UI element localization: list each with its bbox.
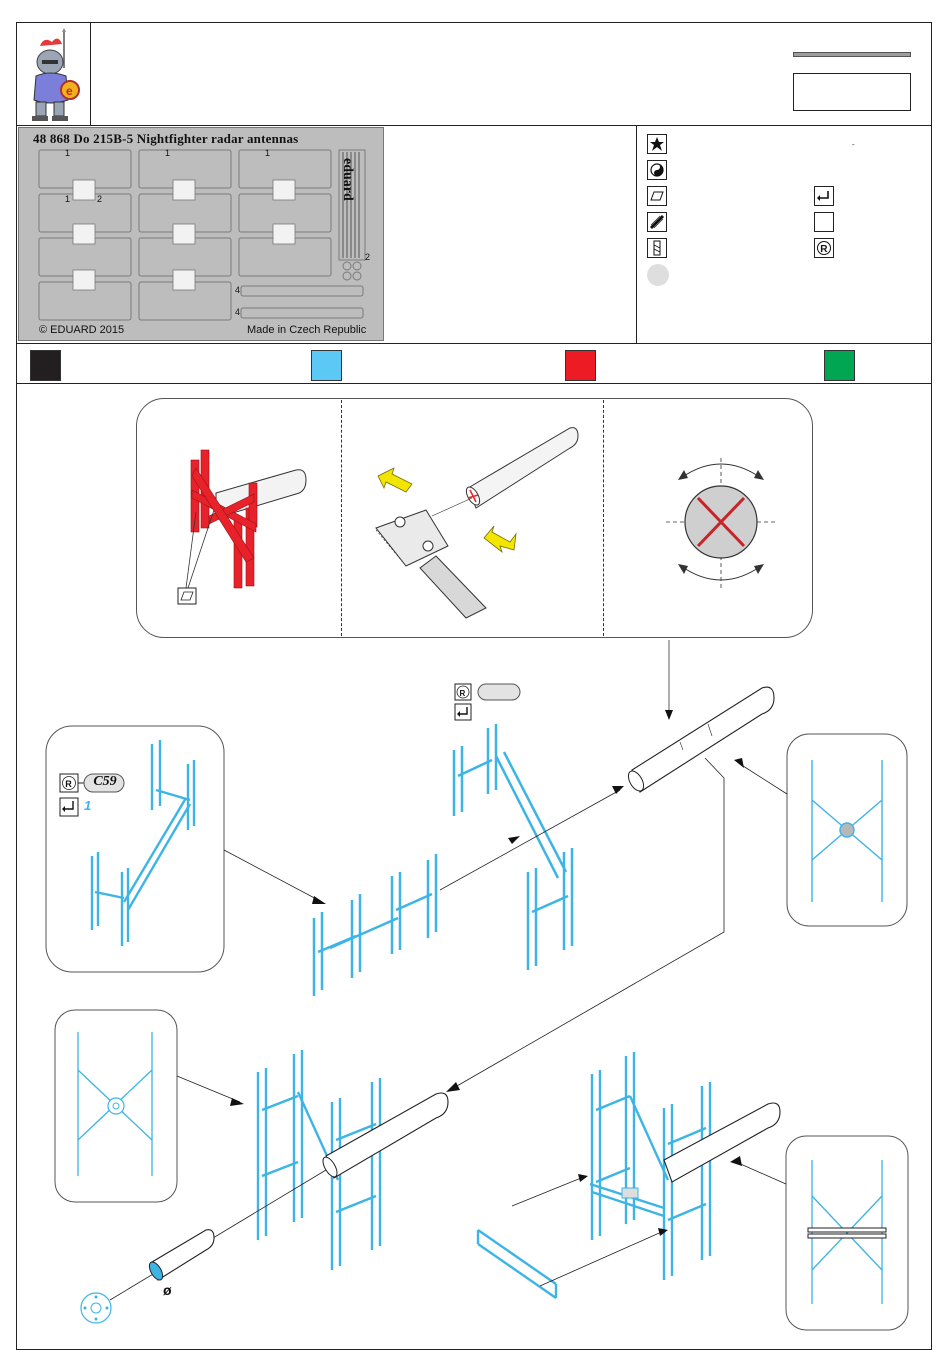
fret-divider bbox=[16, 343, 932, 344]
fret-part-number-4b: 4 bbox=[235, 307, 241, 317]
tube-callout-tags bbox=[455, 684, 520, 720]
fret-part-number-1d: 1 bbox=[65, 194, 71, 204]
saw-cut-diagram bbox=[376, 428, 578, 618]
pe-part-icon bbox=[647, 186, 667, 206]
fret-copyright: © EDUARD 2015 bbox=[39, 324, 125, 336]
bend-part-label: 1 bbox=[84, 798, 92, 813]
fret-part-number-2: 2 bbox=[97, 194, 103, 204]
header-divider bbox=[16, 125, 932, 126]
drill-icon bbox=[647, 238, 667, 258]
star-icon bbox=[647, 134, 667, 154]
fret-title: 48 868 Do 215B-5 Nightfighter radar antennas bbox=[33, 131, 299, 146]
svg-text:R: R bbox=[459, 689, 466, 698]
yin-yang-icon bbox=[647, 160, 667, 180]
svg-text:R: R bbox=[820, 244, 828, 255]
saw-icon bbox=[647, 212, 667, 232]
diameter-label: ø bbox=[163, 1282, 172, 1298]
legend-divider bbox=[636, 125, 637, 344]
svg-text:e: e bbox=[66, 84, 73, 98]
fret-parts bbox=[19, 146, 385, 342]
cross-section-diagram bbox=[666, 458, 776, 588]
main-tube bbox=[625, 687, 774, 793]
circle-icon bbox=[647, 264, 669, 286]
fret-part-number-4: 4 bbox=[235, 285, 241, 295]
assembly-drawing bbox=[0, 640, 950, 1350]
swatch-blue bbox=[311, 350, 342, 381]
fret-made-in: Made in Czech Republic bbox=[247, 324, 367, 336]
c59-label: C59 bbox=[93, 774, 117, 789]
empty-box-icon bbox=[814, 212, 834, 232]
legend-mark: ˉ bbox=[852, 143, 855, 152]
swatch-green bbox=[824, 350, 855, 381]
bend-icon bbox=[814, 186, 834, 206]
fret-part-number-1c: 1 bbox=[265, 148, 271, 158]
red-frame-diagram bbox=[178, 450, 306, 604]
logo-divider bbox=[90, 22, 91, 126]
swatch-red bbox=[565, 350, 596, 381]
fret-part-number-1b: 1 bbox=[165, 148, 171, 158]
antenna-assembly-top bbox=[314, 724, 572, 996]
header-info-box bbox=[793, 73, 911, 111]
svg-text:R: R bbox=[65, 779, 72, 789]
fret-part-number-2b: 2 bbox=[365, 252, 371, 262]
color-divider bbox=[16, 383, 932, 384]
fret-brand: eduard bbox=[340, 158, 355, 201]
technique-diagrams bbox=[136, 398, 813, 638]
scale-bar bbox=[793, 52, 911, 57]
swatch-black bbox=[30, 350, 61, 381]
fret-part-number-1: 1 bbox=[65, 148, 71, 158]
photo-etch-fret bbox=[18, 127, 384, 341]
resin-icon bbox=[814, 238, 834, 258]
eduard-knight-logo bbox=[22, 28, 84, 123]
